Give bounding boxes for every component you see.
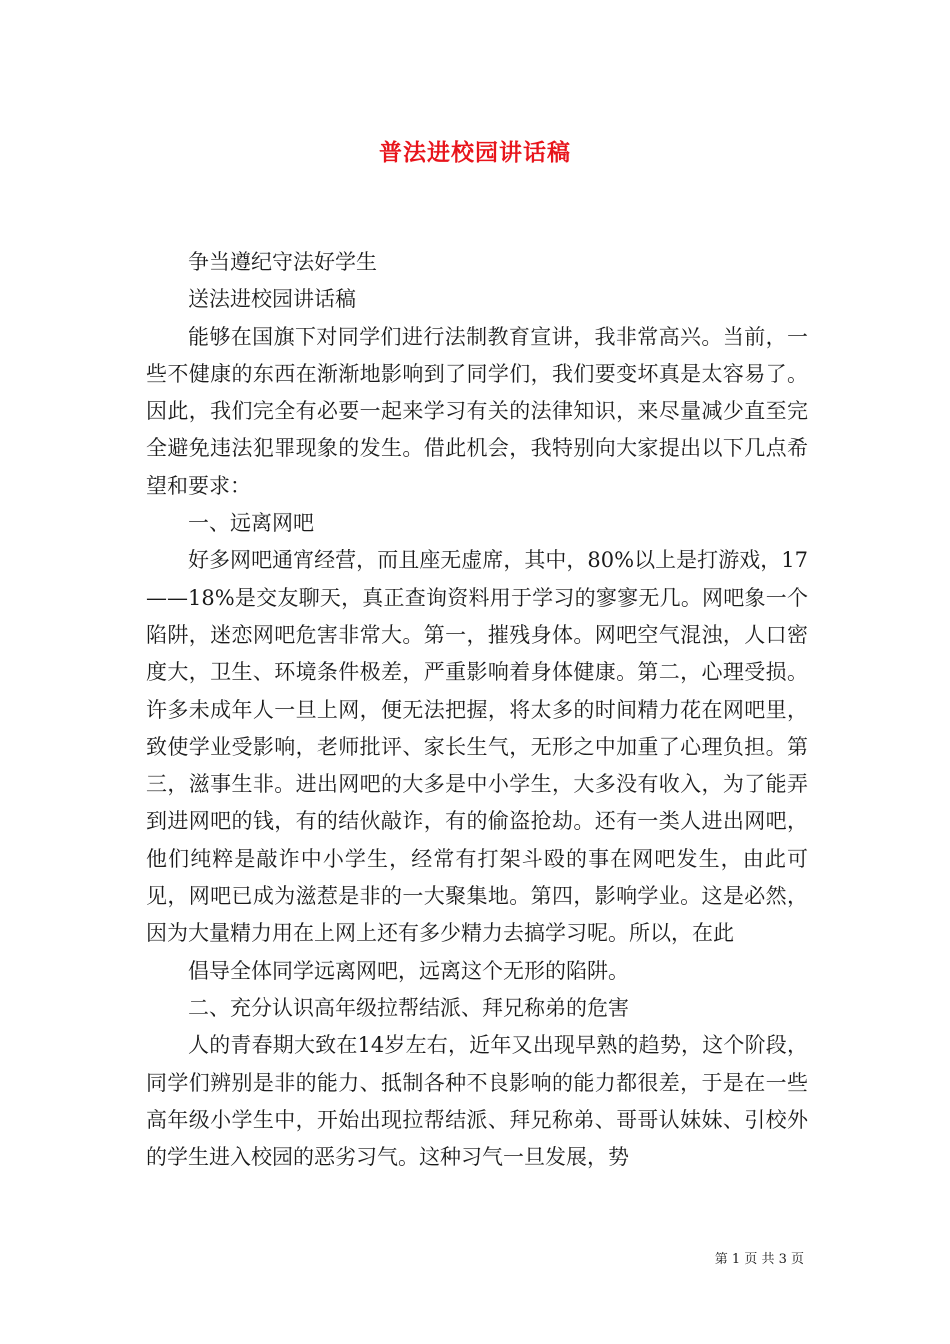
paragraph-intro: 能够在国旗下对同学们进行法制教育宣讲，我非常高兴。当前，一些不健康的东西在渐渐地影响到了同学们，我们要变坏真是太容易了。因此，我们完全有必要一起来学习有关的法律知识，来尽量减少直至完全避免违法犯罪现象的发生。借此机会，我特别向大家提出以下几点希望和要求： <box>146 324 808 498</box>
paragraph-advocacy: 倡导全体同学远离网吧，远离这个无形的陷阱。 <box>188 958 629 983</box>
paragraph-adolescence: 人的青春期大致在14岁左右，近年又出现早熟的趋势，这个阶段，同学们辨别是非的能力、抵制各种不良影响的能力都很差，于是在一些高年级小学生中，开始出现拉帮结派、拜兄称弟、哥哥认妹妹、引校外的学生进入校园的恶劣习气。这种习气一旦发展，势 <box>146 1033 808 1170</box>
section-heading-2: 二、充分认识高年级拉帮结派、拜兄称弟的危害 <box>188 995 629 1020</box>
page-number-footer: 第 1 页 共 3 页 <box>714 1252 804 1267</box>
document-title: 普法进校园讲话稿 <box>379 139 571 166</box>
paragraph-subtitle-2: 送法进校园讲话稿 <box>188 287 356 312</box>
paragraph-internet-cafe: 好多网吧通宵经营，而且座无虚席，其中，80%以上是打游戏，17——18%是交友聊天，真正查询资料用于学习的寥寥无几。网吧象一个陷阱，迷恋网吧危害非常大。第一，摧残身体。网吧空气混浊，人口密度大，卫生、环境条件极差，严重影响着身体健康。第二，心理受损。许多未成年人一旦上网，便无法把握，将太多的时间精力花在网吧里，致使学业受影响，老师批评、家长生气，无形之中加重了心理负担。第三，滋事生非。进出网吧的大多是中小学生，大多没有收入，为了能弄到进网吧的钱，有的结伙敲诈，有的偷盗抢劫。还有一类人进出网吧，他们纯粹是敲诈中小学生，经常有打架斗殴的事在网吧发生，由此可见，网吧已成为滋惹是非的一大聚集地。第四，影响学业。这是必然，因为大量精力用在上网上还有多少精力去搞学习呢。所以，在此 <box>146 548 808 946</box>
paragraph-subtitle-1: 争当遵纪守法好学生 <box>188 250 377 274</box>
document-body <box>146 244 808 1176</box>
section-heading-1: 一、远离网吧 <box>188 511 314 536</box>
